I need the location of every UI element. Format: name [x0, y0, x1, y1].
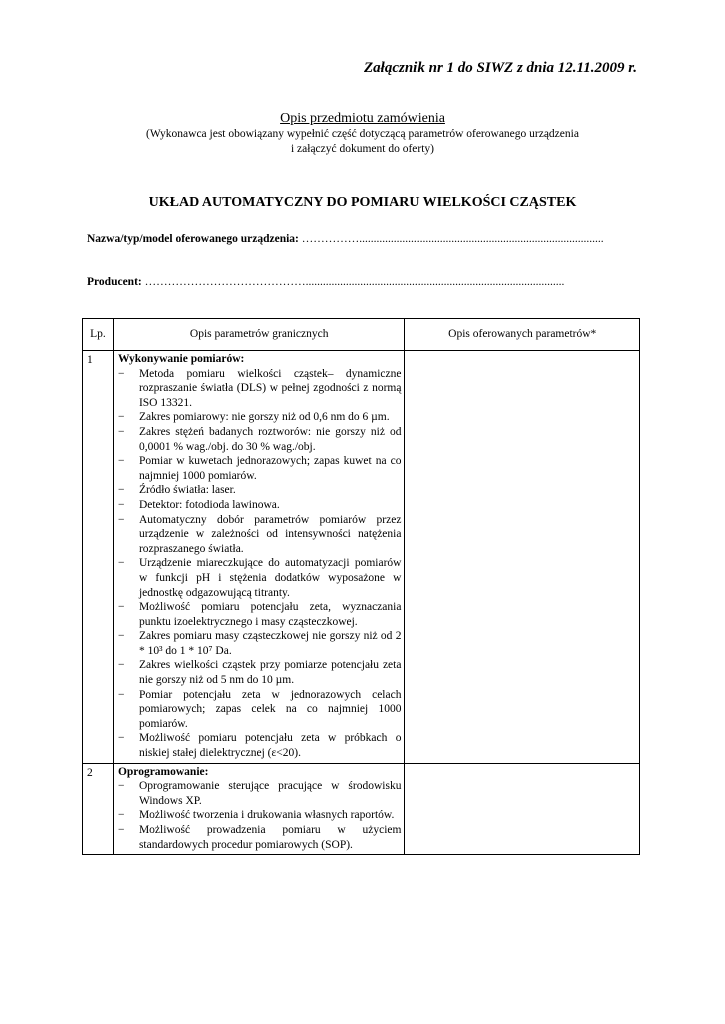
offered-params-cell[interactable]: [405, 351, 640, 764]
model-field-label: Nazwa/typ/model oferowanego urządzenia:: [87, 233, 302, 245]
requirement-item: − Możliwość tworzenia i drukowania własnych raportów.: [118, 808, 402, 823]
offered-params-cell[interactable]: [405, 763, 640, 855]
required-params-cell: [113, 763, 405, 855]
requirement-item: − Zakres pomiaru masy cząsteczkowej nie gorszy niż od 2 * 10³ do 1 * 10⁷ Da.: [118, 629, 402, 658]
header-required-params: Opis parametrów granicznych: [113, 319, 405, 351]
section-title: Oprogramowanie:: [117, 765, 209, 778]
requirement-item: − Detektor: fotodioda lawinowa.: [118, 498, 402, 513]
specification-table: [82, 318, 640, 855]
requirement-item: − Automatyczny dobór parametrów pomiarów przez urządzenie w zależności od intensywności natężenia rozpraszanego światła.: [118, 513, 402, 557]
requirement-item: − Pomiar w kuwetach jednorazowych; zapas kuwet na co najmniej 1000 pomiarów.: [118, 454, 402, 483]
model-field-blank[interactable]: …………….....................................................................................: [301, 233, 604, 245]
annex-note: Załącznik nr 1 do SIWZ z dnia 12.11.2009 r.: [364, 60, 637, 76]
model-field: [87, 233, 632, 245]
producer-field-blank[interactable]: ……………………………………..........................................................................................: [144, 276, 565, 288]
subtitle-line-1: (Wykonawca jest obowiązany wypełnić część dotyczącą parametrów oferowanego urządzenia: [146, 128, 579, 140]
table-body: [83, 351, 640, 855]
requirement-item: − Urządzenie miareczkujące do automatyzacji pomiarów w funkcji pH i stężenia dodatków wyposażone w jednostkę odgazowującą titranty.: [118, 556, 402, 600]
requirement-item: − Metoda pomiaru wielkości cząstek– dynamiczne rozpraszanie światła (DLS) w pełnej zgodności z normą ISO 13321.: [118, 367, 402, 411]
requirement-item: − Możliwość prowadzenia pomiaru w użyciem standardowych procedur pomiarowych (SOP).: [118, 823, 402, 852]
requirement-list: [118, 779, 402, 852]
document-title: Opis przedmiotu zamówienia: [280, 111, 445, 126]
section-title: Wykonywanie pomiarów:: [117, 353, 245, 365]
main-heading: UKŁAD AUTOMATYCZNY DO POMIARU WIELKOŚCI CZĄSTEK: [148, 195, 577, 210]
requirement-item: − Źródło światła: laser.: [118, 483, 402, 498]
table-header-row: [83, 319, 640, 351]
row-number: 2: [83, 763, 114, 855]
requirement-item: − Zakres stężeń badanych roztworów: nie gorszy niż od 0,0001 % wag./obj. do 30 % wag./obj.: [118, 425, 402, 454]
requirement-item: − Zakres pomiarowy: nie gorszy niż od 0,6 nm do 6 µm.: [118, 410, 402, 425]
requirement-item: − Możliwość pomiaru potencjału zeta w próbkach o niskiej stałej dielektrycznej (ε<20).: [118, 731, 402, 760]
header-lp: Lp.: [83, 319, 114, 351]
table-row: [83, 763, 640, 855]
requirement-item: − Zakres wielkości cząstek przy pomiarze potencjału zeta nie gorszy niż od 5 nm do 10 µm.: [118, 658, 402, 687]
row-number: 1: [83, 351, 114, 764]
subtitle-line-2: i załączyć dokument do oferty): [290, 143, 435, 155]
document-subtitle: [0, 127, 725, 157]
table-row: [83, 351, 640, 764]
requirement-item: − Oprogramowanie sterujące pracujące w środowisku Windows XP.: [118, 779, 402, 808]
requirement-list: [118, 367, 402, 761]
producer-field-label: Producent:: [87, 276, 145, 288]
requirement-item: − Pomiar potencjału zeta w jednorazowych celach pomiarowych; zapas celek na co najmniej 1000 pomiarów.: [118, 688, 402, 732]
requirement-item: − Możliwość pomiaru potencjału zeta, wyznaczania punktu izoelektrycznego i masy cząsteczkowej.: [118, 600, 402, 629]
header-offered-params: Opis oferowanych parametrów*: [405, 319, 640, 351]
required-params-cell: [113, 351, 405, 764]
producer-field: [87, 276, 632, 288]
